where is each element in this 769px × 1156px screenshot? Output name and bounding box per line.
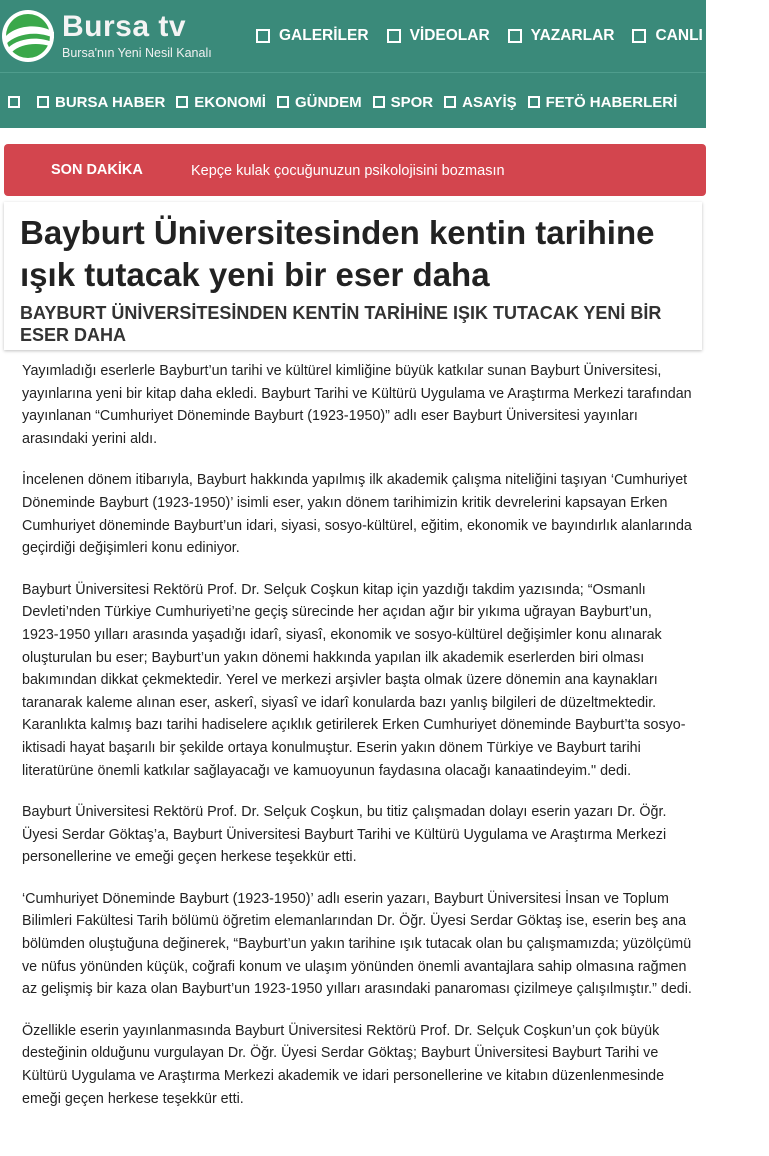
checkbox-icon (508, 29, 522, 43)
header-divider (0, 72, 706, 73)
nav-item-ekonomi[interactable] (176, 90, 266, 114)
site-logo[interactable] (0, 4, 220, 68)
checkbox-icon (37, 96, 49, 108)
nav-item-label: SPOR (390, 93, 434, 111)
nav-item-label: EKONOMİ (194, 93, 266, 111)
site-tagline: Bursa'nın Yeni Nesil Kanalı (62, 46, 212, 60)
site-header (0, 0, 752, 128)
nav-item-label: ASAYİŞ (462, 93, 517, 111)
category-nav (8, 90, 688, 114)
breaking-news-link[interactable]: Kepçe kulak çocuğunuzun psikolojisini bozmasın (191, 163, 505, 179)
nav-item-yazarlar[interactable] (508, 24, 615, 48)
article-paragraph: İncelenen dönem itibarıyla, Bayburt hakkında yapılmış ilk akademik çalışma niteliğini taşıyan ‘Cumhuriyet Döneminde Bayburt (1923-1950)’ isimli eser, yakın dönem tarihimizin kritik devrelerini kapsayan Erken Cumhuriyet döneminde Bayburt’un idari, siyasi, sosyo-kültürel, eğitim, ekonomik ve bayındırlık alanlarında geçirdiği değişimleri konu ediniyor. (22, 472, 692, 557)
nav-item-label: GÜNDEM (294, 93, 362, 111)
nav-item-label: FETÖ HABERLERİ (545, 93, 678, 111)
breaking-news-label: SON DAKİKA (51, 162, 143, 178)
nav-item-feto-haberleri[interactable] (528, 90, 678, 114)
article-paragraph: Bayburt Üniversitesi Rektörü Prof. Dr. Selçuk Coşkun, bu titiz çalışmadan dolayı eserin yazarı Dr. Öğr. Üyesi Serdar Göktaş’a, Bayburt Üniversitesi Bayburt Tarihi ve Kültürü Uygulama ve Araştırma Merkezi personellerine ve emeği geçen herkese teşekkür etti. (22, 804, 667, 866)
article-header (4, 202, 702, 350)
nav-item-videolar[interactable] (387, 24, 490, 48)
checkbox-icon (528, 96, 540, 108)
article-paragraph: Bayburt Üniversitesi Rektörü Prof. Dr. Selçuk Coşkun kitap için yazdığı takdim yazısında; “Osmanlı Devleti’nden Türkiye Cumhuriyeti’ne geçiş sürecinde her açıdan ağır bir yıkıma uğrayan Bayburt’un, 1923-1950 yılları arasında yaşadığı idarî, siyasî, ekonomik ve sosyo-kültürel değişimler konu alınarak oluşturulan bu eser; Bayburt’un yakın dönemi hakkında yapılan ilk akademik eserlerden biri olması bakımından dikkat çekmektedir. Yerel ve merkezi arşivler başta olmak üzere dönemin ana kaynakları taranarak kaleme alınan eser, askerî, siyasî ve idarî konularda bazı yanlış bilgileri de düzeltmektedir. Karanlıkta kalmış bazı tarihi hadiselere açıklık getirilerek Erken Cumhuriyet döneminde Bayburt’ta sosyo-iktisadi hayat başarılı bir şekilde ortaya konulmuştur. Eserin yakın dönem Türkiye ve Bayburt tarihi literatürüne önemli katkılar sağlayacağı ve kamuoyunun faydasına olacağı kanaatindeyim." dedi. (22, 581, 686, 779)
site-name: Bursa tv (62, 10, 187, 43)
nav-item-spor[interactable] (373, 90, 434, 114)
nav-item-label: CANLI YAYIN (655, 27, 752, 44)
nav-item-label: BURSA HABER (55, 93, 166, 111)
nav-item-home[interactable] (8, 90, 26, 114)
nav-item-canli-yayin[interactable] (632, 24, 751, 48)
checkbox-icon (277, 96, 289, 108)
checkbox-icon (8, 96, 20, 108)
nav-item-bursa-haber[interactable] (37, 90, 165, 114)
nav-item-asayis[interactable] (444, 90, 516, 114)
breaking-news-bar (4, 144, 706, 196)
article-paragraph: Özellikle eserin yayınlanmasında Bayburt Üniversitesi Rektörü Prof. Dr. Selçuk Coşkun’un çok büyük desteğinin olduğunu vurgulayan Dr. Öğr. Üyesi Serdar Göktaş; Bayburt Üniversitesi Bayburt Tarihi ve Kültürü Uygulama ve Araştırma Merkezi akademik ve idari personellerine ve kitabın düzenlenmesinde emeği geçen herkese teşekkür etti. (22, 1022, 665, 1107)
article-paragraph: ‘Cumhuriyet Döneminde Bayburt (1923-1950)’ adlı eserin yazarı, Bayburt Üniversitesi İnsan ve Toplum Bilimleri Fakültesi Tarih bölümü öğretim elemanlarından Dr. Öğr. Üyesi Serdar Göktaş ise, eserin beş ana bölümden oluştuğuna değinerek, “Bayburt’un yakın tarihine ışık tutacak olan bu çalışmamızda; yüzölçümü ve nüfus yönünden küçük, coğrafi konum ve ulaşım yönünden önemli avantajlara sahip olmasına rağmen az gelişmiş bir kaza olan Bayburt’un 1923-1950 yılları arasındaki panaroması çizilmeye çalışılmıştır.” dedi. (22, 890, 692, 998)
article-subtitle: BAYBURT ÜNİVERSİTESİNDEN KENTİN TARİHİNE IŞIK TUTACAK YENİ BİR ESER DAHA (20, 303, 662, 345)
checkbox-icon (444, 96, 456, 108)
nav-item-gundem[interactable] (277, 90, 362, 114)
nav-item-galeriler[interactable] (256, 24, 369, 48)
article-paragraph: Yayımladığı eserlerle Bayburt’un tarihi ve kültürel kimliğine büyük katkılar sunan Bayburt Üniversitesi, yayınlarına yeni bir kitap daha ekledi. Bayburt Tarihi ve Kültürü Uygulama ve Araştırma Merkezi tarafından yayınlanan “Cumhuriyet Döneminde Bayburt (1923-1950)” adlı eser Bayburt Üniversitesi yayınları arasındaki yerini aldı. (22, 363, 692, 447)
article-body (22, 360, 692, 1129)
nav-item-label: VİDEOLAR (409, 27, 490, 44)
article-title: Bayburt Üniversitesinden kentin tarihine ışık tutacak yeni bir eser daha (20, 214, 655, 293)
nav-item-label: YAZARLAR (530, 27, 615, 44)
checkbox-icon (373, 96, 385, 108)
bursa-tv-logo-icon (0, 8, 56, 64)
primary-nav (256, 24, 769, 48)
checkbox-icon (387, 29, 401, 43)
checkbox-icon (256, 29, 270, 43)
nav-item-label: GALERİLER (279, 27, 369, 44)
checkbox-icon (176, 96, 188, 108)
checkbox-icon (632, 29, 646, 43)
